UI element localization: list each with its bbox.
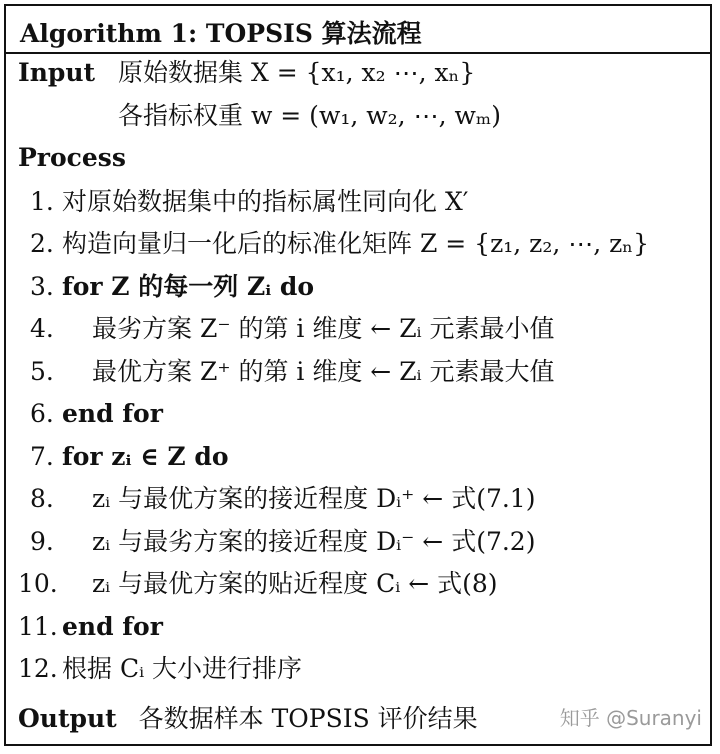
step-text: 最优方案 Z⁺ 的第 i 维度 ← Zᵢ 元素最大值 [92, 357, 555, 386]
input-line-1: 原始数据集 X = {x₁, x₂ ⋯, xₙ} [118, 58, 476, 87]
step-number: 1. [30, 187, 54, 216]
step-number: 6. [30, 399, 54, 428]
step-number: 2. [30, 229, 54, 258]
step-number: 4. [30, 314, 54, 343]
step-text: zᵢ 与最优方案的贴近程度 Cᵢ ← 式(8) [92, 569, 498, 598]
step-text: 对原始数据集中的指标属性同向化 X′ [62, 187, 469, 216]
step-text: for Z 的每一列 Zᵢ do [62, 272, 315, 301]
output-row [18, 702, 478, 736]
process-label: Process [18, 143, 126, 172]
step-number: 11. [18, 612, 58, 641]
step-text: end for [62, 399, 163, 428]
input-line-2: 各指标权重 w = (w₁, w₂, ⋯, wₘ) [118, 101, 501, 130]
step-text: 最劣方案 Z⁻ 的第 i 维度 ← Zᵢ 元素最小值 [92, 314, 555, 343]
output-label: Output [18, 704, 117, 733]
step-text: 构造向量归一化后的标准化矩阵 Z = {z₁, z₂, ⋯, zₙ} [62, 229, 650, 258]
step-number: 8. [30, 484, 54, 513]
step-text: zᵢ 与最优方案的接近程度 Dᵢ⁺ ← 式(7.1) [92, 484, 536, 513]
step-number: 12. [18, 654, 58, 683]
watermark: 知乎 @Suranyi [559, 706, 702, 730]
step-text: for zᵢ ∈ Z do [62, 442, 229, 471]
step-text: zᵢ 与最劣方案的接近程度 Dᵢ⁻ ← 式(7.2) [92, 527, 536, 556]
step-number: 10. [18, 569, 58, 598]
step-number: 7. [30, 442, 54, 471]
output-text: 各数据样本 TOPSIS 评价结果 [138, 704, 478, 733]
input-row [18, 56, 95, 90]
step-number: 9. [30, 527, 54, 556]
step-text: 根据 Cᵢ 大小进行排序 [62, 654, 303, 683]
input-label: Input [18, 58, 96, 87]
algorithm-title-bar [6, 6, 710, 54]
step-number: 3. [30, 272, 54, 301]
algorithm-title: Algorithm 1: TOPSIS 算法流程 [20, 19, 422, 48]
step-number: 5. [30, 357, 54, 386]
step-text: end for [62, 612, 163, 641]
